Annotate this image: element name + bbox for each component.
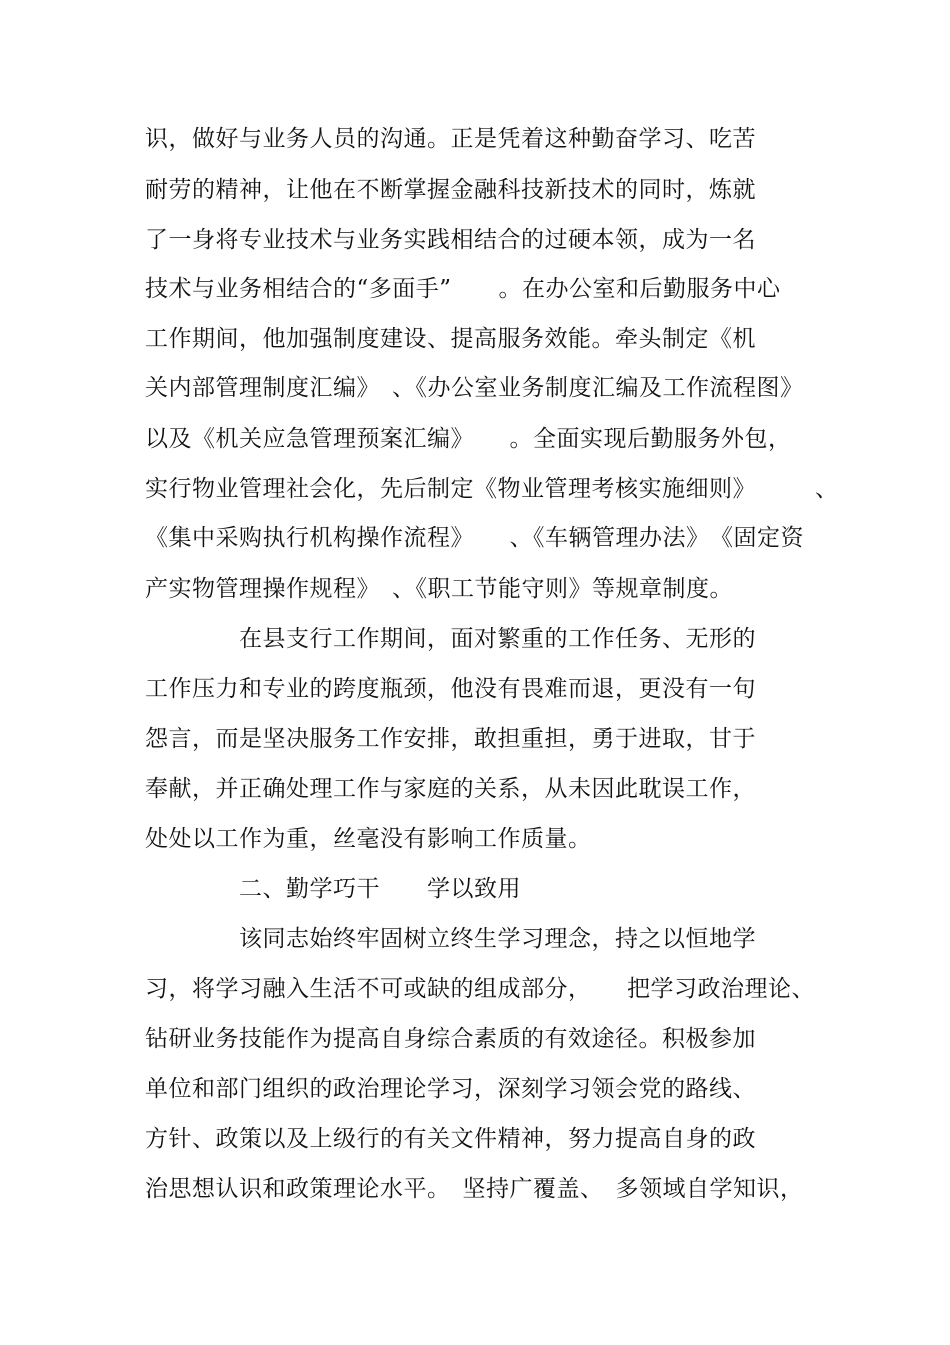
paragraph-start-line: 在县支行工作期间，面对繁重的工作任务、无形的 — [145, 626, 756, 652]
body-text-line: 了一身将专业技术与业务实践相结合的过硬本领，成为一名 — [145, 227, 756, 253]
section-heading: 二、勤学巧干 学以致用 — [145, 876, 521, 902]
body-text-line: 治思想认识和政策理论水平。 坚持广覆盖、 多领域自学知识， — [145, 1176, 804, 1202]
body-text-line: 习，将学习融入生活不可或缺的组成部分， 把学习政治理论、 — [145, 976, 815, 1002]
body-text-line: 实行物业管理社会化，先后制定《物业管理考核实施细则》 、 — [145, 476, 839, 502]
body-text-line: 产实物管理操作规程》 、《职工节能守则》等规章制度。 — [145, 576, 733, 602]
body-text-line: 处处以工作为重，丝毫没有影响工作质量。 — [145, 826, 592, 852]
body-text-line: 钻研业务技能作为提高自身综合素质的有效途径。积极参加 — [145, 1026, 756, 1052]
body-text-line: 《集中采购执行机构操作流程》 、《车辆管理办法》 《固定资 — [145, 525, 804, 551]
body-text-line: 耐劳的精神，让他在不断掌握金融科技新技术的同时，炼就 — [145, 177, 756, 203]
body-text-line: 单位和部门组织的政治理论学习，深刻学习领会党的路线、 — [145, 1076, 756, 1102]
body-text-line: 奉献，并正确处理工作与家庭的关系，从未因此耽误工作， — [145, 776, 756, 802]
paragraph-start-line: 该同志始终牢固树立终生学习理念，持之以恒地学 — [145, 926, 756, 952]
body-text-line: 方针、政策以及上级行的有关文件精神，努力提高自身的政 — [145, 1126, 756, 1152]
body-text-line: 工作压力和专业的跨度瓶颈，他没有畏难而退，更没有一句 — [145, 676, 756, 702]
body-text-line: 怨言，而是坚决服务工作安排，敢担重担，勇于进取，甘于 — [145, 726, 756, 752]
body-text-line: 以及《机关应急管理预案汇编》 。全面实现后勤服务外包， — [145, 426, 792, 452]
body-text-line: 技术与业务相结合的“多面手” 。在办公室和后勤服务中心 — [145, 276, 781, 302]
body-text-line: 工作期间，他加强制度建设、提高服务效能。牵头制定《机 — [145, 326, 756, 352]
body-text-line: 识，做好与业务人员的沟通。正是凭着这种勤奋学习、吃苦 — [145, 126, 756, 152]
body-text-line: 关内部管理制度汇编》 、《办公室业务制度汇编及工作流程图》 — [145, 375, 804, 401]
